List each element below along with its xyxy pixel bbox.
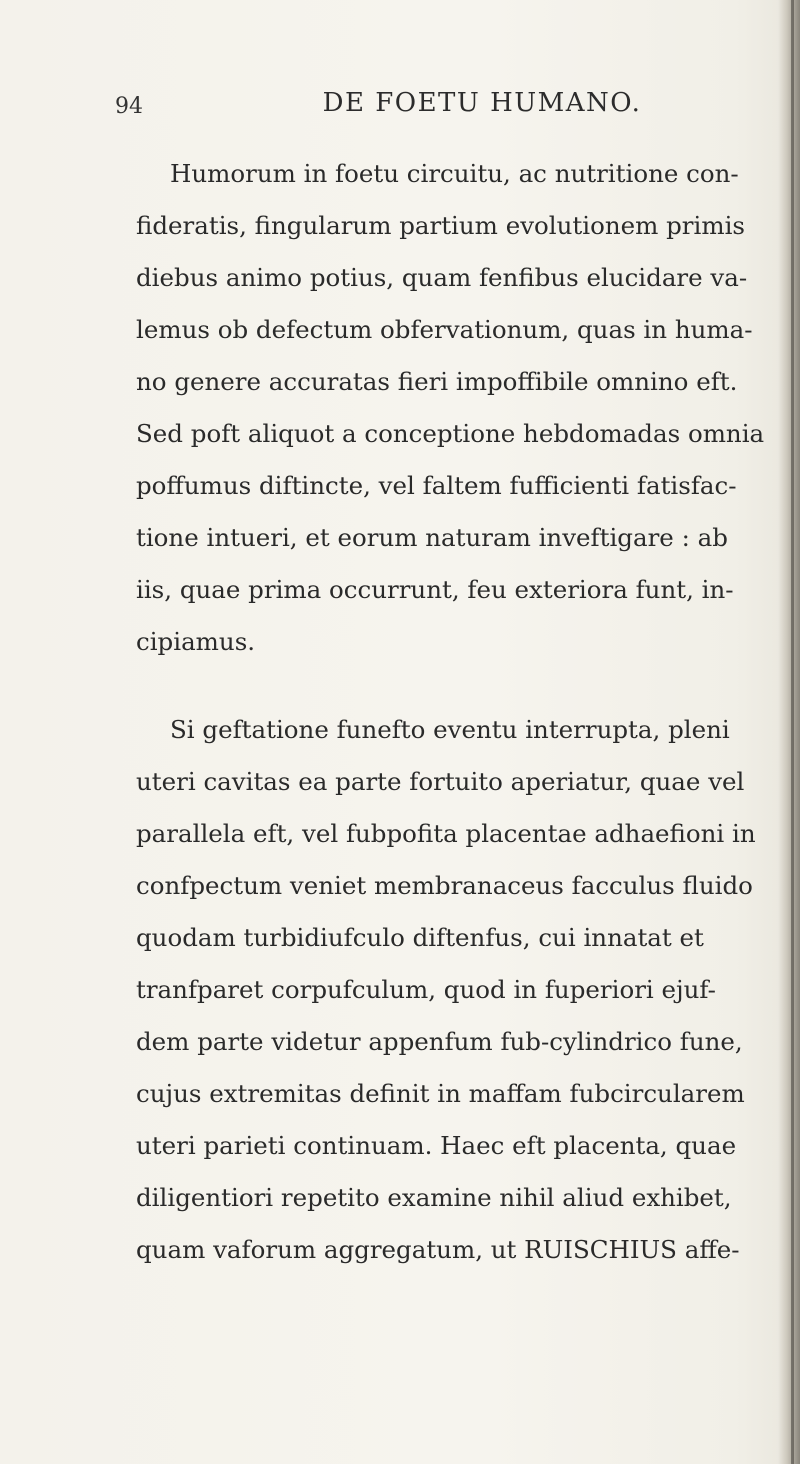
page-number: 94 <box>115 94 143 119</box>
text-line: lemus ob defectum obfervationum, quas in huma- <box>136 315 753 344</box>
text-line: tranfparet corpufculum, quod in fuperiori ejuf- <box>136 975 716 1004</box>
text-line: quodam turbidiufculo diftenfus, cui innatat et <box>136 923 704 952</box>
text-line: cipiamus. <box>136 627 256 656</box>
paragraph-2 <box>136 704 772 1276</box>
text-line: Sed poft aliquot a conceptione hebdomadas omnia <box>136 419 765 448</box>
page-header <box>0 88 800 124</box>
paragraph-1 <box>136 148 772 668</box>
text-line: tione intueri, et eorum naturam inveftigare : ab <box>136 523 728 552</box>
text-line: uteri parieti continuam. Haec eft placenta, quae <box>136 1131 737 1160</box>
text-line: poffumus diftincte, vel faltem fufficienti fatisfac- <box>136 471 737 500</box>
text-line: parallela eft, vel fubpofita placentae adhaefioni in <box>136 819 756 848</box>
running-title: DE FOETU HUMANO. <box>322 88 642 118</box>
text-line: diebus animo potius, quam fenfibus elucidare va- <box>136 263 748 292</box>
page-binding-edge <box>778 0 800 1464</box>
text-line: dem parte videtur appenfum fub-cylindrico fune, <box>136 1027 743 1056</box>
text-line: fideratis, fingularum partium evolutionem primis <box>136 211 745 240</box>
text-line: Humorum in foetu circuitu, ac nutritione con- <box>170 159 739 188</box>
text-line: quam vaforum aggregatum, ut RUISCHIUS affe- <box>136 1235 740 1264</box>
body-text <box>136 148 772 1276</box>
page-binding-shadow <box>791 0 794 1464</box>
text-line: confpectum veniet membranaceus facculus fluido <box>136 871 753 900</box>
text-line: cujus extremitas definit in maffam fubcircularem <box>136 1079 745 1108</box>
text-line: iis, quae prima occurrunt, feu exteriora funt, in- <box>136 575 734 604</box>
text-line: Si geftatione funefto eventu interrupta, pleni <box>170 715 730 744</box>
text-line: no genere accuratas fieri impoffibile omnino eft. <box>136 367 738 396</box>
text-line: diligentiori repetito examine nihil aliud exhibet, <box>136 1183 732 1212</box>
text-line: uteri cavitas ea parte fortuito aperiatur, quae vel <box>136 767 745 796</box>
